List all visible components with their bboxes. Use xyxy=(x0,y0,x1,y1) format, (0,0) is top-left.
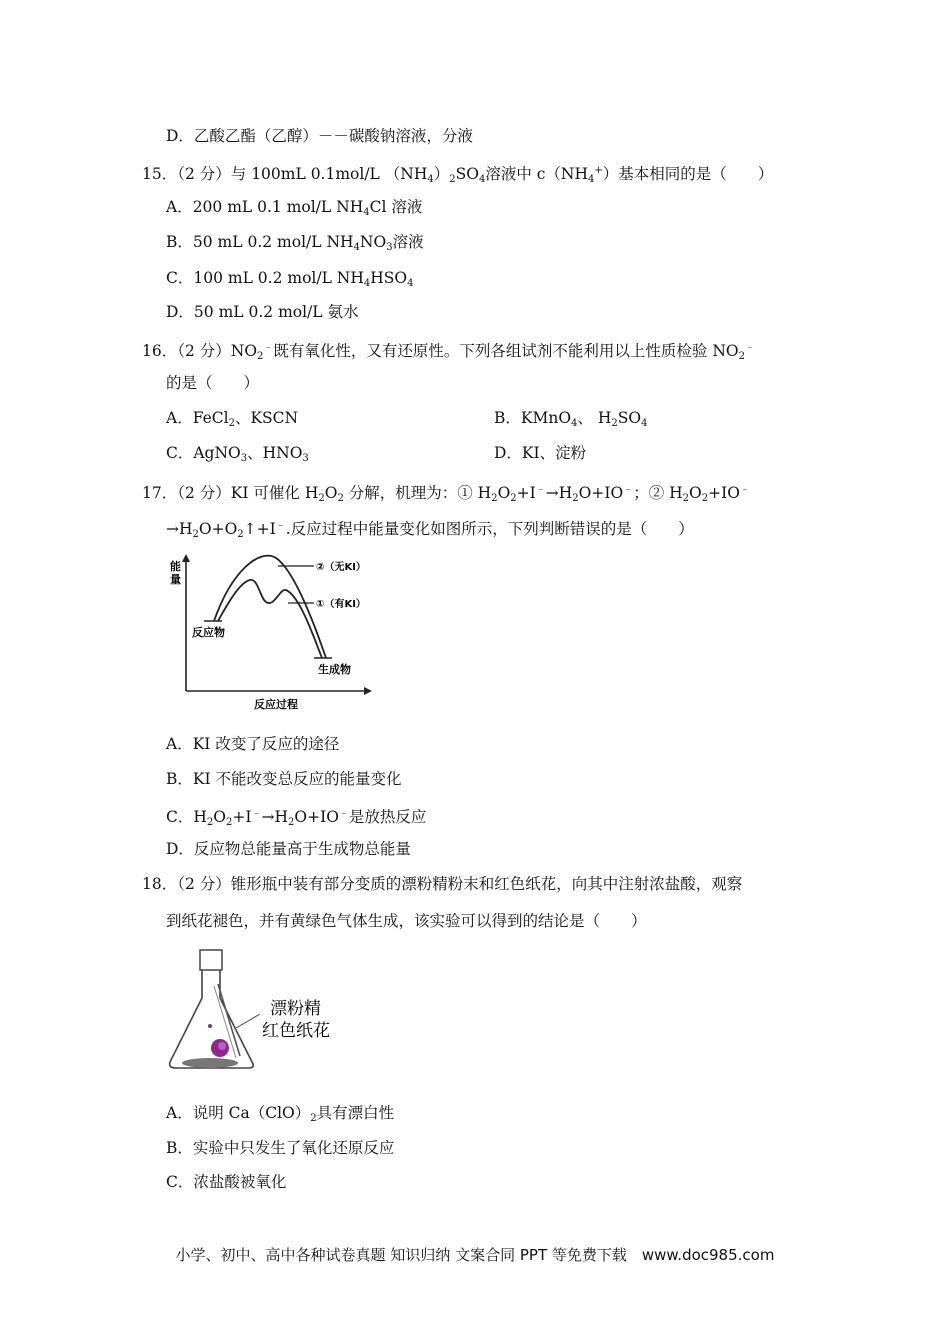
q16-stem-line2: 的是（ ） xyxy=(166,374,260,392)
powder-dot xyxy=(208,1024,212,1028)
bleaching-powder-label: 漂粉精 xyxy=(270,999,321,1019)
q15-option-a: A．200 mL 0.1 mol/L $NH_4Cl$ 溶液 xyxy=(166,198,423,218)
flask-stopper xyxy=(200,950,222,970)
q17-option-d: D．反应物总能量高于生成物总能量 xyxy=(166,840,411,858)
q16-option-a: A．FeCl$_2$、KSCN xyxy=(166,409,299,429)
q15-option-d: D．50 mL 0.2 mol/L 氨水 xyxy=(166,303,359,321)
q15-stem: 15．（2 分）与 100mL 0.1mol/L $(NH_4)_2SO_4$溶液中 $c(NH_4^+)$基本相同的是（ ） xyxy=(142,165,774,185)
q18-flask-figure xyxy=(164,944,344,1074)
curve-with-ki xyxy=(218,580,322,658)
x-axis-label: 反应过程 xyxy=(254,698,298,711)
q17-energy-diagram xyxy=(164,548,394,716)
flask-body xyxy=(170,970,254,1068)
red-paper-flower-label: 红色纸花 xyxy=(262,1021,330,1041)
q17-option-c: C．$H_2O_2+I^﹣\to H_2O+IO^﹣$是放热反应 xyxy=(166,808,427,828)
q17-option-a: A．KI 改变了反应的途径 xyxy=(166,735,340,753)
q16-stem-line1: 16．（2 分）$NO_2^﹣$既有氧化性，又有还原性。下列各组试剂不能利用以上性质检验 $NO_2^﹣$ xyxy=(142,342,755,362)
flower-center xyxy=(218,1042,226,1050)
bleaching-powder xyxy=(182,1058,238,1068)
q17-stem-line2: $\to H_2O+O_2↑+I^﹣$.反应过程中能量变化如图所示，下列判断错误的是（ ） xyxy=(166,520,694,540)
curve2-label: ②（无KI） xyxy=(316,562,366,573)
q17-stem-line1: 17．（2 分）KI 可催化 $H_2O_2$ 分解，机理为：① $H_2O_2+I^﹣\to H_2O+IO^﹣$；② $H_2O_2+IO^﹣$ xyxy=(142,484,750,504)
energy-axis-label-2: 量 xyxy=(170,573,181,586)
curve-without-ki xyxy=(214,556,326,658)
q16-option-c: C．AgNO$_3$、$HNO_3$ xyxy=(166,444,309,464)
q16-option-b: B．KMnO$_4$、 $H_2SO_4$ xyxy=(494,409,648,429)
energy-axis-label-1: 能 xyxy=(170,560,181,573)
q18-stem-line2: 到纸花褪色，并有黄绿色气体生成，该实验可以得到的结论是（ ） xyxy=(166,912,647,930)
q18-option-b: B．实验中只发生了氧化还原反应 xyxy=(166,1139,395,1157)
label-leader xyxy=(236,1014,260,1028)
q16-option-d: D．KI、淀粉 xyxy=(494,444,587,462)
q18-option-c: C．浓盐酸被氧化 xyxy=(166,1173,287,1191)
q18-stem-line1: 18．（2 分）锥形瓶中装有部分变质的漂粉精粉末和红色纸花，向其中注射浓盐酸，观察 xyxy=(142,875,743,893)
product-label: 生成物 xyxy=(318,663,351,676)
reactant-label: 反应物 xyxy=(192,626,225,639)
q15-option-c: C．100 mL 0.2 mol/L $NH_4HSO_4$ xyxy=(166,269,414,289)
curve1-label: ①（有KI） xyxy=(316,599,366,610)
q15-option-b: B．50 mL 0.2 mol/L $NH_4NO_3$溶液 xyxy=(166,233,424,253)
q17-option-b: B．KI 不能改变总反应的能量变化 xyxy=(166,770,402,788)
page-footer: 小学、初中、高中各种试卷真题 知识归纳 文案合同 PPT 等免费下载 www.doc985.com xyxy=(175,1246,775,1264)
q18-option-a: A．说明 $Ca(ClO)_2$具有漂白性 xyxy=(166,1104,395,1124)
q14-option-d: D．乙酸乙酯（乙醇）－－碳酸钠溶液，分液 xyxy=(166,127,473,145)
y-axis-arrow xyxy=(182,554,190,562)
x-axis-arrow xyxy=(364,687,372,695)
